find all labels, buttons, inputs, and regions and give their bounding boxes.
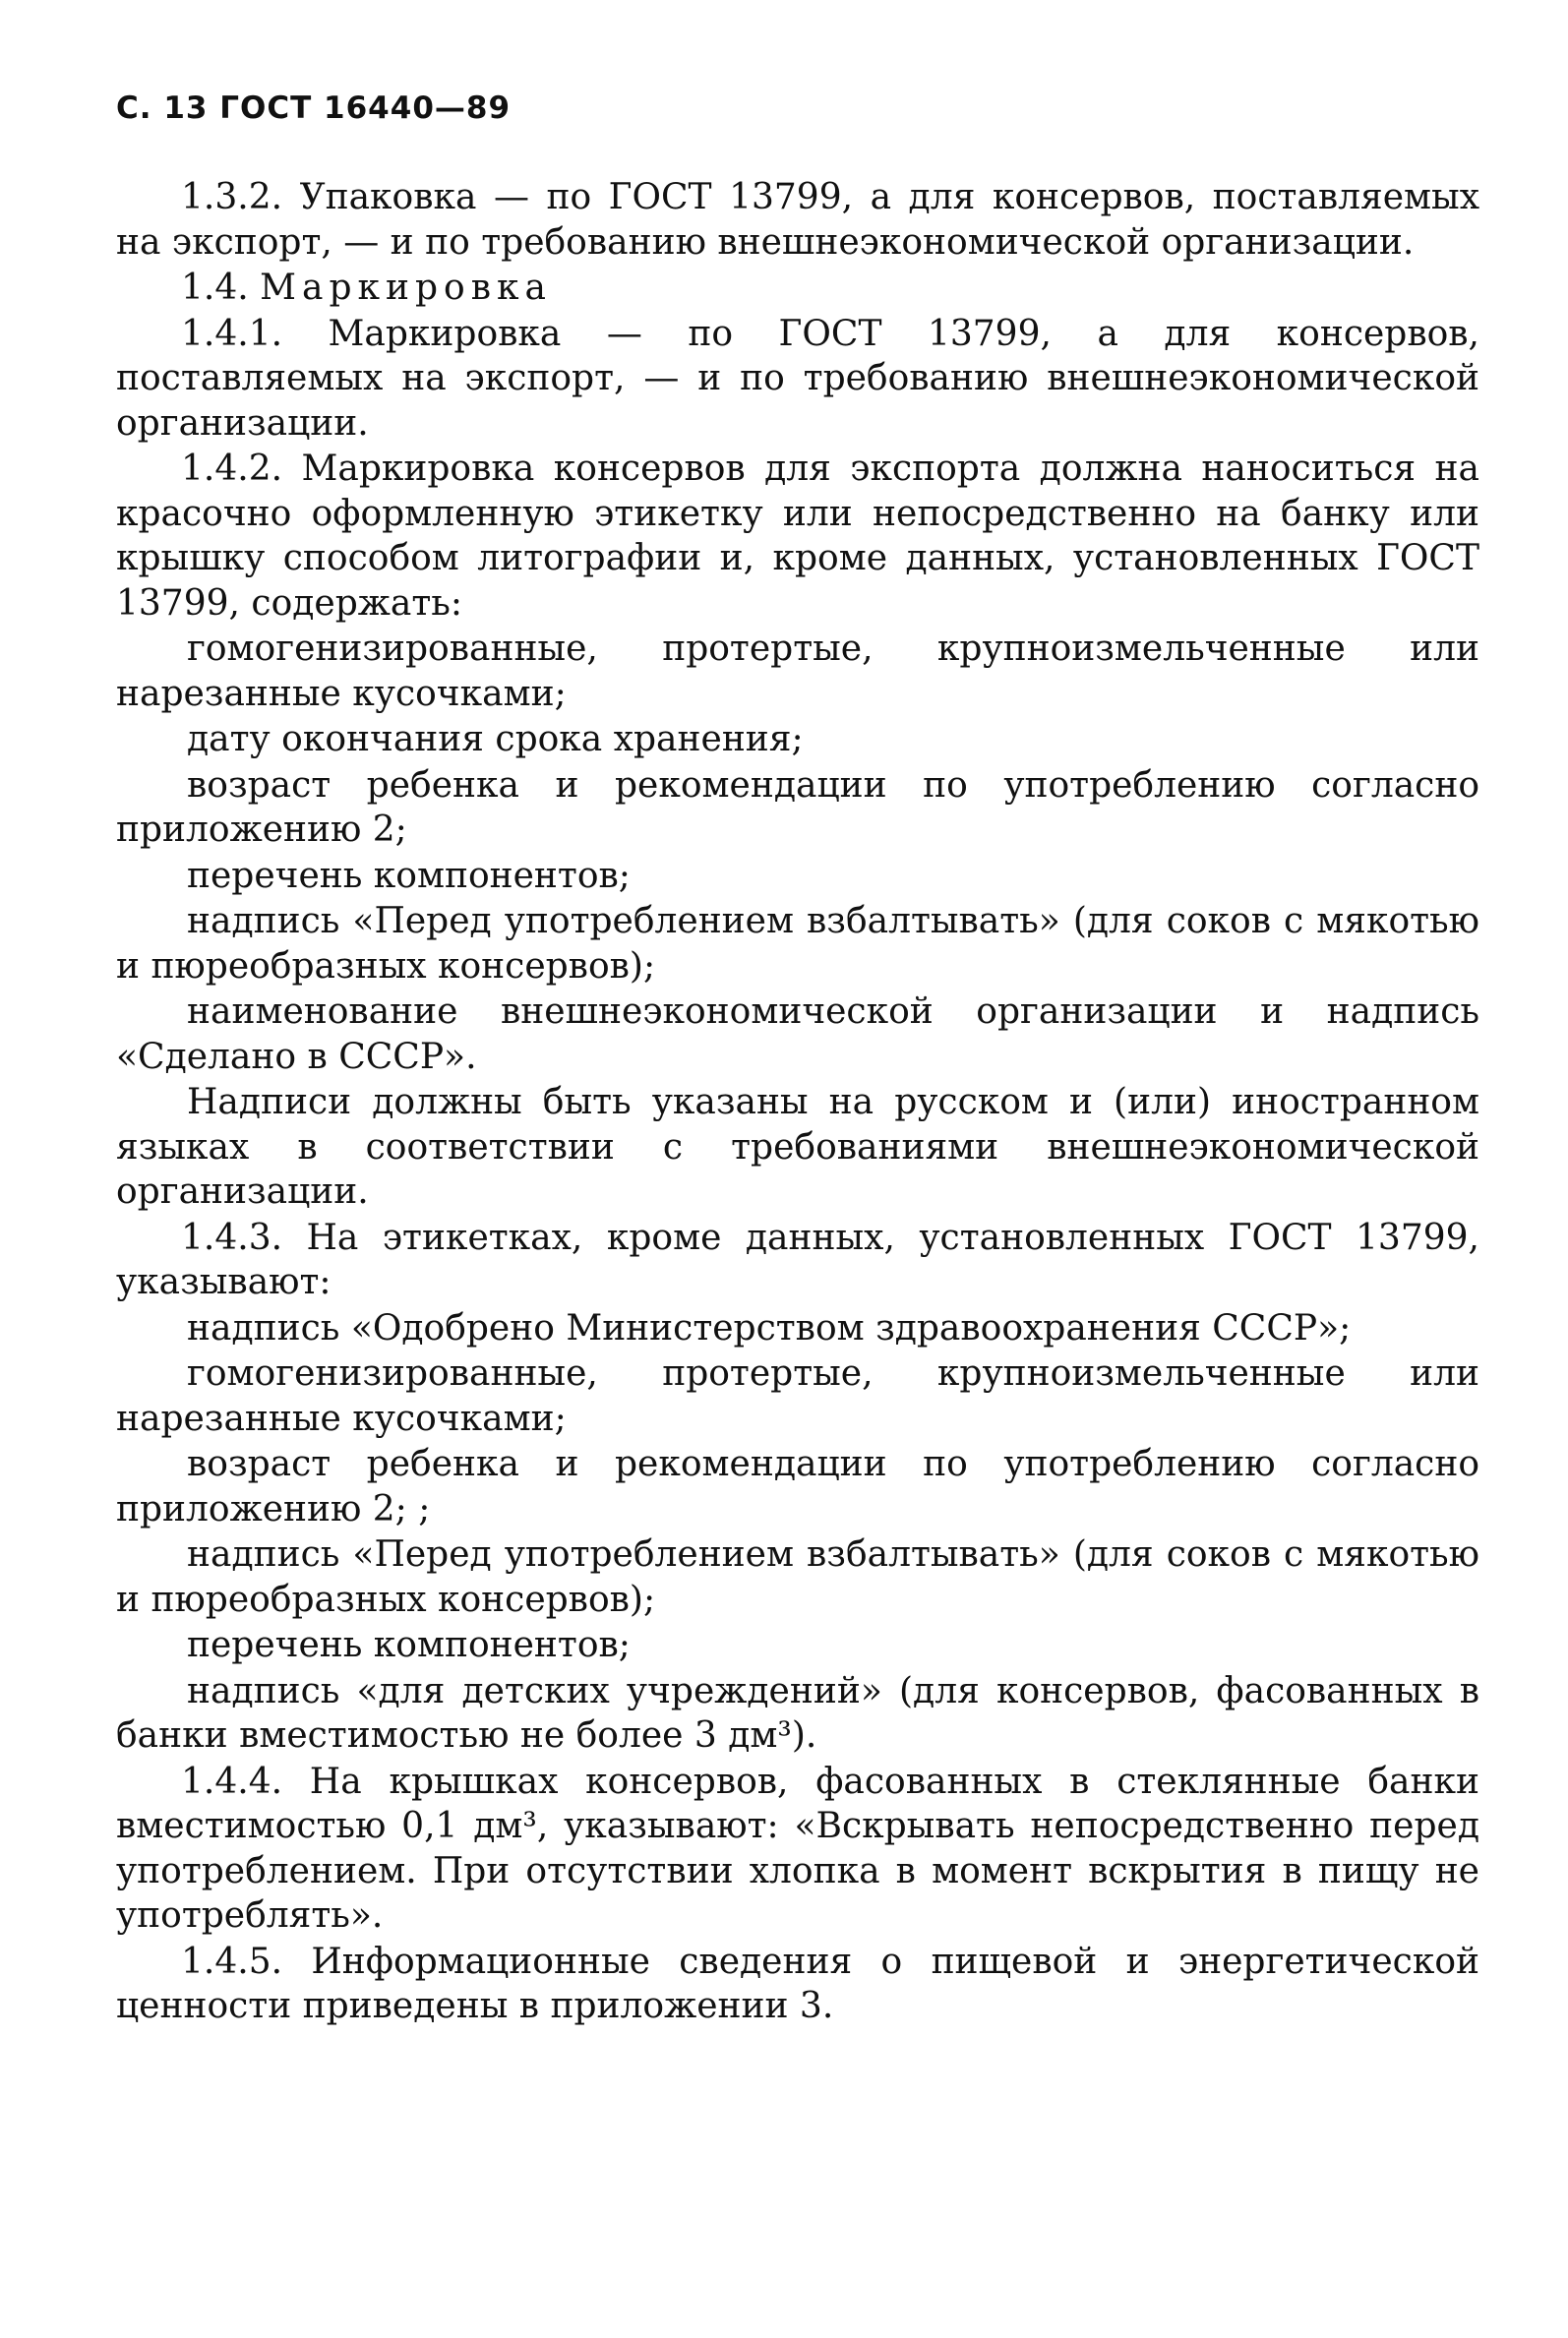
list-item: гомогенизированные, протертые, крупноизмельченные или нарезанные кусочками;: [116, 629, 1479, 714]
paragraph-1-4-4: 1.4.4. На крышках консервов, фасованных в стеклянные банки вместимостью 0,1 дм³, указывают: «Вскрывать непосредственно перед употреблением. При отсутствии хлопка в момент вскрытия в пищу не употреблять».: [116, 1761, 1479, 1936]
list-item: возраст ребенка и рекомендации по употреблению согласно приложению 2; ;: [116, 1444, 1479, 1529]
list-item: возраст ребенка и рекомендации по употреблению согласно приложению 2;: [116, 764, 1479, 850]
page-header: С. 13 ГОСТ 16440—89: [116, 90, 512, 126]
list-item: надпись «Одобрено Министерством здравоохранения СССР»;: [187, 1307, 1352, 1349]
paragraph-1-4-1: 1.4.1. Маркировка — по ГОСТ 13799, а для консервов, поставляемых на экспорт, — и по требованию внешнеэкономической организации.: [116, 313, 1479, 444]
paragraph-1-4-2: 1.4.2. Маркировка консервов для экспорта должна наноситься на красочно оформленную этикетку или непосредственно на банку или крышку способом литографии и, кроме данных, установленных ГОСТ 13799, содержать:: [116, 449, 1479, 624]
section-heading-1-4: [116, 266, 1479, 311]
paragraph-1-4-3: 1.4.3. На этикетках, кроме данных, установленных ГОСТ 13799, указывают:: [116, 1217, 1479, 1302]
list-item: гомогенизированные, протертые, крупноизмельченные или нарезанные кусочками;: [116, 1353, 1479, 1439]
paragraph-1-3-2: 1.3.2. Упаковка — по ГОСТ 13799, а для консервов, поставляемых на экспорт, — и по требованию внешнеэкономической организации.: [116, 177, 1479, 263]
list-item: перечень компонентов;: [187, 1625, 631, 1665]
section-title: Маркировка: [260, 268, 552, 308]
document-body: [116, 175, 1479, 2030]
section-number: 1.4.: [181, 268, 261, 308]
list-item: дату окончания срока хранения;: [187, 719, 804, 759]
list-item: надпись «Перед употреблением взбалтывать» (для соков с мякотью и пюреобразных консервов);: [116, 901, 1479, 987]
paragraph-1-4-5: 1.4.5. Информационные сведения о пищевой и энергетической ценности приведены в приложении 3.: [116, 1941, 1479, 2026]
list-item: надпись «для детских учреждений» (для консервов, фасованных в банки вместимостью не более 3 дм³).: [116, 1670, 1479, 1756]
list-item: наименование внешнеэкономической организации и надпись «Сделано в СССР».: [116, 991, 1479, 1077]
list-item: надпись «Перед употреблением взбалтывать» (для соков с мякотью и пюреобразных консервов);: [116, 1534, 1479, 1620]
paragraph-languages: Надписи должны быть указаны на русском и (или) иностранном языках в соответствии с требованиями внешнеэкономической организации.: [116, 1082, 1479, 1212]
list-item: перечень компонентов;: [187, 855, 631, 896]
